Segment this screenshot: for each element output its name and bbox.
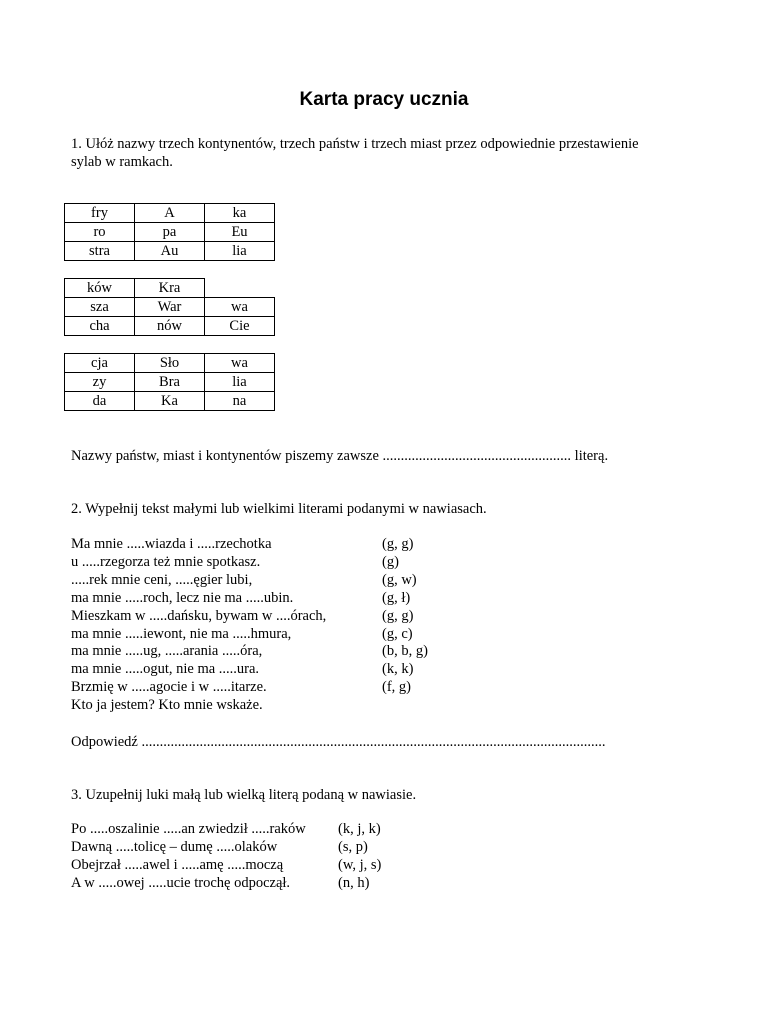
table-cell: cha (65, 317, 135, 336)
table-row (65, 223, 275, 242)
line-hint: (g, g) (382, 536, 414, 552)
syllable-table-2 (64, 278, 275, 336)
table-cell: A (135, 204, 205, 223)
line-text: .....rek mnie ceni, .....ęgier lubi, (71, 571, 253, 588)
table-cell: Eu (205, 223, 275, 242)
table-cell: Ka (135, 392, 205, 411)
list-item (71, 839, 381, 857)
list-item (71, 554, 428, 572)
table-cell: da (65, 392, 135, 411)
table-row (65, 298, 275, 317)
line-text: Po .....oszalinie .....an zwiedził .....raków (71, 821, 306, 837)
line-hint: (g, g) (382, 607, 414, 624)
task3-instruction: 3. Uzupełnij luki małą lub wielką literą podaną w nawiasie. (71, 787, 417, 803)
task1-instruction-line2: sylab w ramkach. (71, 154, 173, 170)
table-row (65, 392, 275, 411)
line-text: Dawną .....tolicę – dumę .....olaków (71, 838, 278, 855)
table-row (65, 354, 275, 373)
task2-text (71, 536, 428, 715)
table-row (65, 373, 275, 392)
line-text: ma mnie .....ogut, nie ma .....ura. (71, 661, 260, 678)
table-cell: nów (135, 317, 205, 336)
table-cell: stra (65, 242, 135, 261)
line-text: u .....rzegorza też mnie spotkasz. (71, 553, 261, 570)
table-row (65, 317, 275, 336)
task2-instruction: 2. Wypełnij tekst małymi lub wielkimi literami podanymi w nawiasach. (71, 501, 487, 517)
list-item (71, 608, 428, 626)
table-cell: lia (205, 242, 275, 261)
page-title: Karta pracy ucznia (299, 89, 469, 110)
list-item (71, 875, 381, 893)
list-item (71, 661, 428, 679)
task1-instruction (71, 135, 639, 171)
table-cell: cja (65, 354, 135, 373)
table-row (65, 204, 275, 223)
table-cell: ro (65, 223, 135, 242)
table-cell: wa (205, 354, 275, 373)
line-text: A w .....owej .....ucie trochę odpoczął. (71, 874, 291, 891)
table-cell: Bra (135, 373, 205, 392)
line-text: ma mnie .....ug, .....arania .....óra, (71, 643, 263, 660)
line-text: Obejrzał .....awel i .....amę .....moczą (71, 856, 284, 873)
line-text: ma mnie .....iewont, nie ma .....hmura, (71, 625, 292, 642)
line-hint: (g, c) (382, 625, 413, 642)
table-cell: Kra (135, 279, 205, 298)
task3-text (71, 821, 381, 893)
table-cell: Au (135, 242, 205, 261)
syllable-table-3 (64, 353, 275, 411)
line-hint: (f, g) (382, 679, 411, 696)
list-item (71, 590, 428, 608)
line-text: Brzmię w .....agocie i w .....itarze. (71, 679, 267, 696)
line-hint: (g, w) (382, 571, 417, 588)
table-row (65, 279, 275, 298)
line-text: Mieszkam w .....dańsku, bywam w ....órach, (71, 607, 327, 624)
syllable-table-1 (64, 203, 275, 261)
line-hint: (k, k) (382, 661, 414, 678)
table-cell: pa (135, 223, 205, 242)
table-cell: wa (205, 298, 275, 317)
task2-answer: Odpowiedź ................................................................................................................................ (71, 734, 606, 750)
list-item (71, 821, 381, 839)
line-text: Ma mnie .....wiazda i .....rzechotka (71, 536, 272, 552)
table-cell: na (205, 392, 275, 411)
list-item (71, 679, 428, 697)
table-cell: ków (65, 279, 135, 298)
line-hint: (b, b, g) (382, 643, 428, 660)
table-cell: Cie (205, 317, 275, 336)
table-cell: zy (65, 373, 135, 392)
table-cell: Sło (135, 354, 205, 373)
line-text: ma mnie .....roch, lecz nie ma .....ubin. (71, 589, 294, 606)
task1-summary: Nazwy państw, miast i kontynentów piszemy zawsze .................................................... literą. (71, 448, 609, 464)
line-hint: (n, h) (338, 874, 370, 891)
list-item (71, 536, 428, 554)
table-row (65, 242, 275, 261)
table-cell: War (135, 298, 205, 317)
task1-instruction-line1: 1. Ułóż nazwy trzech kontynentów, trzech państw i trzech miast przez odpowiednie przestawienie (71, 136, 639, 152)
line-hint: (g) (382, 553, 399, 570)
line-hint: (w, j, s) (338, 856, 382, 873)
list-item (71, 643, 428, 661)
table-cell: lia (205, 373, 275, 392)
list-item (71, 572, 428, 590)
list-item (71, 697, 428, 715)
line-hint: (s, p) (338, 838, 368, 855)
line-hint: (g, ł) (382, 589, 411, 606)
line-hint: (k, j, k) (338, 821, 381, 837)
line-text: Kto ja jestem? Kto mnie wskaże. (71, 697, 263, 714)
table-cell: fry (65, 204, 135, 223)
list-item (71, 626, 428, 644)
list-item (71, 857, 381, 875)
table-cell: ka (205, 204, 275, 223)
table-cell-empty (205, 279, 275, 298)
table-cell: sza (65, 298, 135, 317)
